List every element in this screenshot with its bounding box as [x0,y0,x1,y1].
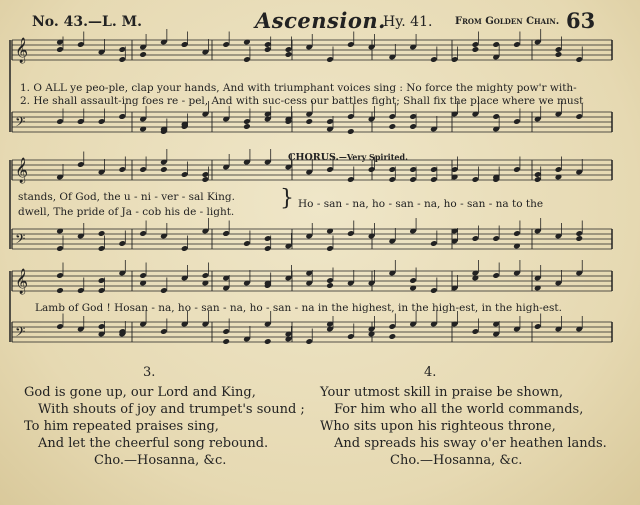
note-head [472,46,480,53]
verse-number-3: 3. [143,365,156,380]
lyric-line-5: Lamb of God ! Hosan - na, ho - san - na, ho - san - na in the highest, in the high-est, in the high-est. [35,302,562,314]
lyric-line-3: stands, Of God, the u - ni - ver - sal King. [18,191,235,203]
verse-3-line-3: To him repeated praises sing, [24,419,219,434]
lyric-brace: } [280,186,294,211]
hymn-number: No. 43.—L. M. [32,14,142,30]
note-head [264,338,272,345]
page-number: 63 [566,8,596,33]
note-head [139,51,147,58]
verse-3-chorus: Cho.—Hosanna, &c. [94,453,227,468]
note-head [285,51,293,58]
hymn-reference: Hy. 41. [383,14,433,30]
note-head [305,118,313,125]
verse-4 [320,384,607,469]
note-head [555,51,563,58]
lyric-line-2: 2. He shall assault-ing foes re - pel, And with suc-cess our battles fight; Shall fix the place where we must [20,95,584,107]
lyric-line-1: 1. O ALL ye peo-ple, clap your hands, And with triumphant voices sing : No force the mighty pow'r with- [20,82,577,94]
note-head [575,235,583,242]
chorus-heading: CHORUS.—Very Spirited. [288,152,408,163]
verse-3 [24,384,305,469]
bass-clef: 𝄢 [15,114,26,133]
treble-clef: 𝄞 [15,38,29,63]
chorus-lyric-line: Ho - san - na, ho - san - na, ho - san - na to the [298,198,544,210]
verse-4-line-1: Your utmost skill in praise be shown, [320,385,564,400]
treble-clef: 𝄞 [15,158,29,183]
verse-number-4: 4. [424,365,437,380]
bass-clef: 𝄢 [15,231,26,250]
verse-4-line-4: And spreads his sway o'er heathen lands. [334,436,607,451]
verse-3-line-2: With shouts of joy and trumpet's sound ; [38,402,305,417]
note-head [347,128,355,135]
verse-3-line-4: And let the cheerful song rebound. [38,436,269,451]
verse-4-line-3: Who sits upon his righteous throne, [320,419,556,434]
verse-3-line-1: God is gone up, our Lord and King, [24,385,256,400]
note-head [326,282,334,289]
hymn-title: Ascension. [255,8,386,33]
treble-clef: 𝄞 [15,269,29,294]
note-head [160,166,168,173]
note-head [388,123,396,130]
verse-4-chorus: Cho.—Hosanna, &c. [390,453,523,468]
note-head [56,287,64,294]
verse-4-line-2: For him who all the world commands, [334,402,584,417]
hymn-source: From Golden Chain. [455,16,560,27]
note-head [243,123,251,130]
lyric-line-4: dwell, The pride of Ja - cob his de - light. [18,206,235,218]
note-head [388,333,396,340]
bass-clef: 𝄢 [15,324,26,343]
note-head [222,338,230,345]
